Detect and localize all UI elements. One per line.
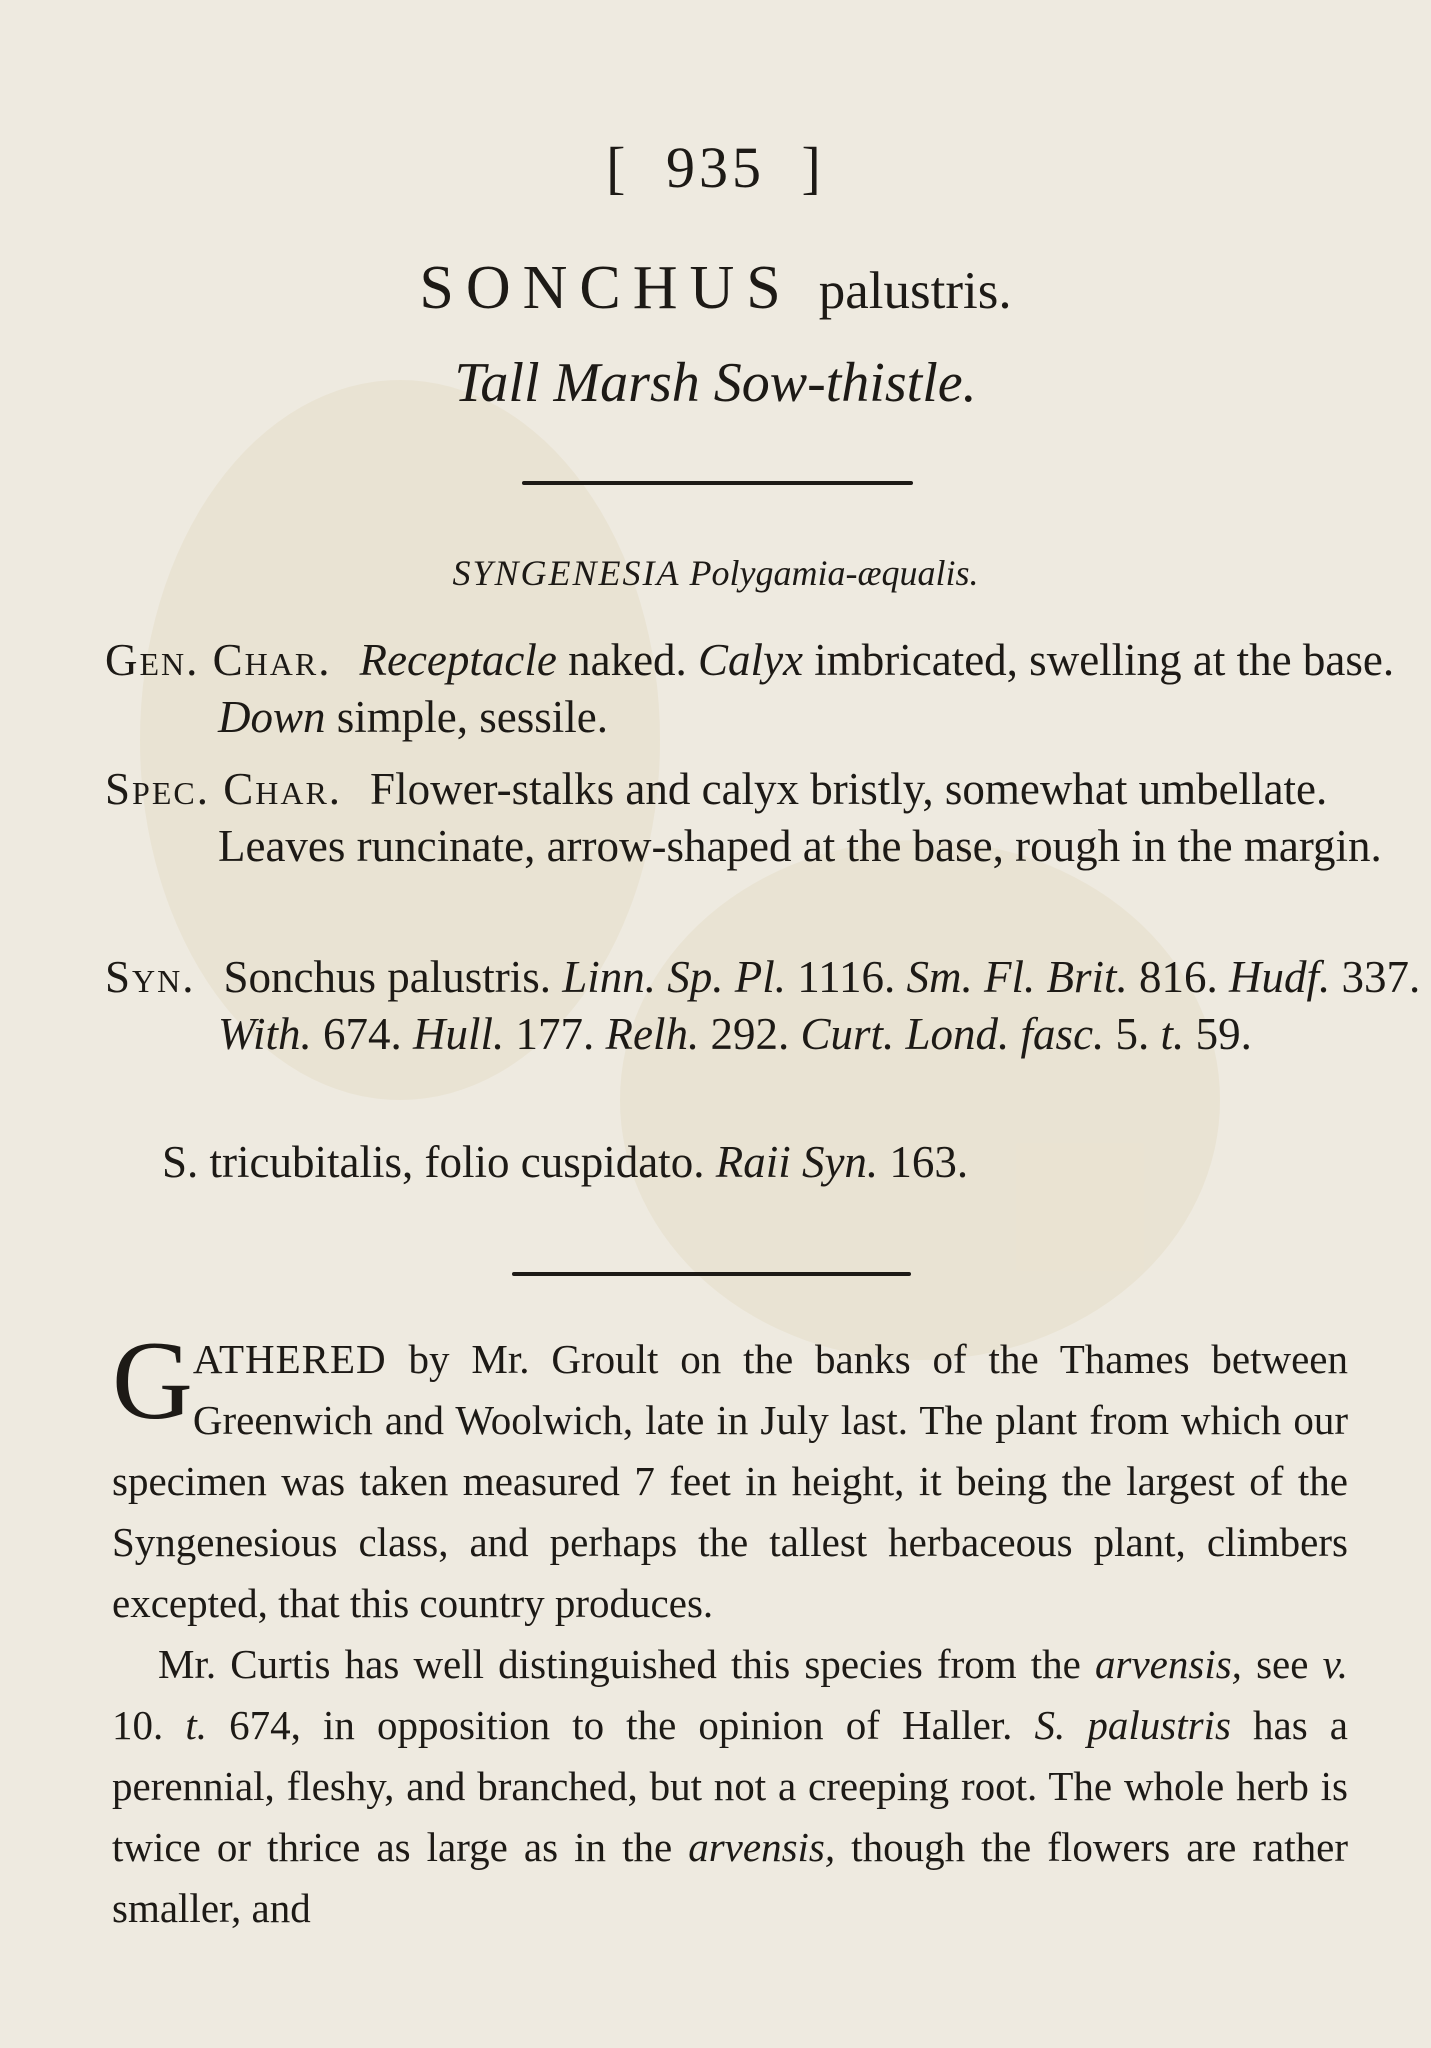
syn-reference: Sm. Fl. Brit. bbox=[906, 952, 1128, 1002]
divider bbox=[512, 1272, 911, 1276]
generic-character bbox=[105, 632, 1431, 746]
syn-text: 59. bbox=[1184, 1009, 1252, 1059]
paragraph-text: see bbox=[1241, 1641, 1323, 1687]
synonym-second-line bbox=[162, 1134, 1352, 1191]
drop-cap: G bbox=[112, 1319, 193, 1443]
gen-char-text: imbricated, swelling at the base. bbox=[803, 635, 1395, 685]
paragraph bbox=[112, 1319, 1348, 1634]
order-name: Polygamia-æqualis. bbox=[689, 553, 979, 593]
class-name: SYNGENESIA bbox=[452, 553, 681, 593]
syn-text: 337. bbox=[1330, 952, 1421, 1002]
lead-word: ATHERED bbox=[192, 1336, 387, 1382]
reference-abbrev: v. bbox=[1322, 1641, 1348, 1687]
page-title bbox=[0, 253, 1431, 324]
specific-character bbox=[105, 761, 1431, 875]
gen-char-label: Gen. Char. bbox=[105, 635, 332, 685]
paragraph-text: though the flowers are rather smaller, and bbox=[112, 1824, 1348, 1931]
paragraph bbox=[112, 1634, 1348, 1939]
paragraph-text: by Mr. Groult on the banks of the Thames between Greenwich and Woolwich, late in July last. The plant from which our specimen was taken measured 7 feet in height, it being the largest of the Syngenesious class, and perhaps the tallest herbaceous plant, climbers excepted, that this country produces. bbox=[112, 1336, 1348, 1626]
species-mention: arvensis, bbox=[688, 1824, 836, 1870]
classification bbox=[0, 552, 1431, 594]
syn-text: 816. bbox=[1127, 952, 1229, 1002]
species-mention: arvensis, bbox=[1095, 1641, 1242, 1687]
syn-reference: Raii Syn. bbox=[715, 1137, 879, 1187]
syn-reference: Relh. bbox=[605, 1009, 700, 1059]
gen-char-text: simple, sessile. bbox=[325, 692, 608, 742]
description-text bbox=[112, 1319, 1349, 1939]
common-name: Tall Marsh Sow-thistle. bbox=[454, 352, 977, 414]
gen-char-term: Calyx bbox=[698, 635, 804, 685]
paragraph-text: 10. bbox=[112, 1702, 186, 1748]
syn-reference: Hull. bbox=[413, 1009, 505, 1059]
gen-char-term: Receptacle bbox=[359, 635, 557, 685]
syn-reference: With. bbox=[218, 1009, 312, 1059]
syn-text: 163. bbox=[878, 1137, 969, 1187]
page-number: [ 935 ] bbox=[606, 135, 825, 200]
reference-abbrev: t. bbox=[185, 1702, 208, 1748]
syn-text: 1116. bbox=[786, 952, 907, 1002]
syn-reference: t. bbox=[1160, 1009, 1185, 1059]
syn-label: Syn. bbox=[105, 952, 196, 1002]
syn-reference: Curt. Lond. fasc. bbox=[800, 1009, 1105, 1059]
syn-text: 292. bbox=[699, 1009, 801, 1059]
syn-text: 177. bbox=[504, 1009, 606, 1059]
paragraph-text: 674, in opposition to the opinion of Haller. bbox=[207, 1702, 1035, 1748]
spec-char-text: Flower-stalks and calyx bristly, somewhat umbellate. Leaves runcinate, arrow-shaped at the base, rough in the margin. bbox=[218, 764, 1382, 871]
divider bbox=[522, 481, 913, 485]
syn-reference: Hudf. bbox=[1228, 952, 1331, 1002]
synonymy bbox=[105, 949, 1431, 1063]
syn-text: 5. bbox=[1104, 1009, 1161, 1059]
paragraph-text: has a perennial, fleshy, and branched, but not a creeping root. The whole herb is twice or thrice as large as in the bbox=[112, 1702, 1349, 1870]
species-mention: S. palustris bbox=[1034, 1702, 1231, 1748]
syn-reference: Linn. Sp. Pl. bbox=[562, 952, 787, 1002]
genus-name: SONCHUS bbox=[419, 254, 793, 322]
paper-stain bbox=[620, 840, 1220, 1360]
paragraph-text: Mr. Curtis has well distinguished this species from the bbox=[158, 1641, 1096, 1687]
species-name: palustris. bbox=[818, 262, 1012, 320]
gen-char-text: naked. bbox=[556, 635, 699, 685]
syn-text: S. tricubitalis, folio cuspidato. bbox=[162, 1137, 716, 1187]
syn-text: Sonchus palustris. bbox=[223, 952, 563, 1002]
spec-char-label: Spec. Char. bbox=[105, 764, 343, 814]
gen-char-term: Down bbox=[218, 692, 326, 742]
syn-text: 674. bbox=[311, 1009, 414, 1059]
